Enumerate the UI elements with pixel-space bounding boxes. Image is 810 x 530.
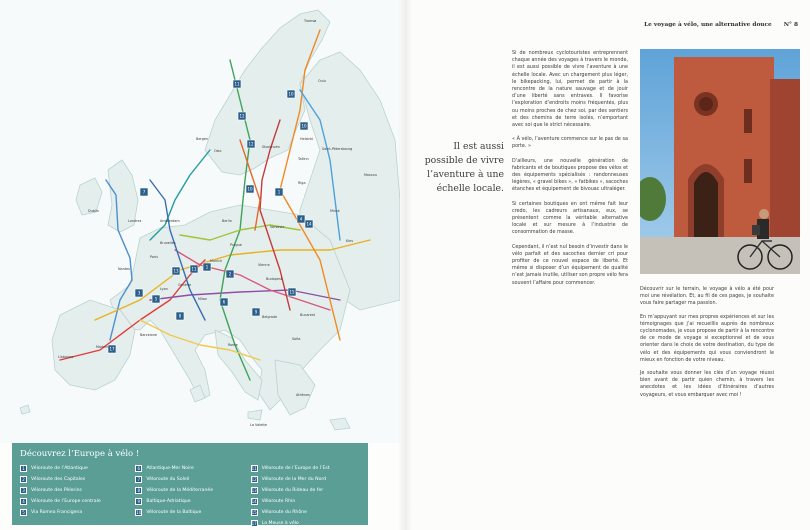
legend-number: 9 <box>135 498 142 505</box>
map-route-marker: 12 <box>248 141 254 147</box>
legend-number: 7 <box>135 476 142 483</box>
pull-quote-line: l’aventure à une <box>427 169 504 180</box>
legend-item <box>251 474 360 485</box>
legend-number: 4 <box>20 498 27 505</box>
legend-box <box>12 443 368 525</box>
paragraph: En m’appuyant sur mes propres expériences et sur les témoignages que j’ai recueillis auprès de nombreux cyclonomades, je vous propose de partir à la rencontre de ce mode de voyage si exceptionnel et de vous orienter dans le choix de votre destination, du type de vélo et des équipements qui vous conviendront le mieux en fonction de votre niveau. <box>640 313 774 363</box>
legend-label: La Meuse à vélo <box>261 521 299 526</box>
map-label: Rome <box>228 343 238 347</box>
legend-item <box>20 496 129 507</box>
map-label: Kiev <box>346 239 354 243</box>
paragraph: « À vélo, l’aventure commence sur le pas de sa porte. » <box>512 136 628 150</box>
map-label: Amsterdam <box>160 219 180 223</box>
map-route-marker: 10 <box>288 91 294 97</box>
running-head <box>588 22 798 28</box>
paragraph: Découvrir sur le terrain, le voyage à vélo a été pour moi une révélation. Et, au fil de ces pages, je souhaite vous faire partager ma passion. <box>640 286 774 307</box>
legend-item <box>135 507 244 518</box>
legend-number: 15 <box>251 510 257 515</box>
body-text-column-1 <box>512 50 628 294</box>
legend-label: Véloroute Rhin <box>261 499 296 504</box>
pull-quote <box>412 140 504 196</box>
legend-item <box>20 463 129 474</box>
map-label: Saint-Pétersbourg <box>322 147 353 151</box>
map-label: Tallinn <box>298 157 309 161</box>
map-label: Oulu <box>318 79 326 83</box>
church-cyclist-photo <box>640 49 800 274</box>
map-label: Dublin <box>88 209 99 213</box>
body-text-column-2 <box>640 286 774 405</box>
legend-title: Découvrez l’Europe à vélo ! <box>20 449 140 459</box>
legend-item <box>251 518 360 529</box>
map-route-marker: 11 <box>191 266 197 272</box>
legend-item <box>20 474 129 485</box>
map-label: Bucarest <box>300 313 315 317</box>
legend-item <box>251 496 360 507</box>
legend-label: Véloroute du Rhône <box>261 510 307 515</box>
map-label: Lisbonne <box>58 355 74 359</box>
pull-quote-line: échelle locale. <box>436 183 504 194</box>
map-route-marker: 1 <box>205 264 209 270</box>
map-label: Helsinki <box>300 137 314 141</box>
map-route-marker: 2 <box>228 271 232 277</box>
legend-label: Véloroute de l’Europe centrale <box>31 499 101 504</box>
map-label: Bruxelles <box>160 241 176 245</box>
legend-number: 5 <box>20 509 27 516</box>
legend-number: 12 <box>251 477 257 482</box>
legend-item <box>135 496 244 507</box>
legend-label: Véloroute du Rideau de fer <box>261 488 324 493</box>
legend-column-1 <box>20 463 129 529</box>
map-route-marker: 4 <box>299 216 303 222</box>
legend-label: Véloroute des Capitales <box>31 477 86 482</box>
map-label: Vienne <box>258 263 270 267</box>
running-head-title: Le voyage à vélo, une alternative douce <box>644 22 772 28</box>
map-route-marker: 15 <box>289 289 295 295</box>
map-label: Berlin <box>222 219 232 223</box>
map-label: Varsovie <box>270 225 285 229</box>
map-label: Londres <box>128 219 142 223</box>
legend-label: Véloroute de la Baltique <box>146 510 202 515</box>
map-route-marker: 8 <box>178 313 182 319</box>
book-gutter <box>398 0 412 530</box>
map-label: Genève <box>178 283 192 287</box>
legend-number: 10 <box>136 510 142 515</box>
map-route-marker: 13 <box>173 268 179 274</box>
paragraph: D’ailleurs, une nouvelle génération de fabricants et de boutiques propose des vélos et des équipements spécialisés : randonneuses légères, « gravel bikes », « fatbikes », sacoches étanches et équipement de bivouac ultraléger. <box>512 157 628 193</box>
legend-number: 2 <box>20 476 27 483</box>
europe-cycle-route-map <box>0 0 400 443</box>
legend-number: 14 <box>251 499 257 504</box>
map-label: Nantes <box>118 267 130 271</box>
map-label: Athènes <box>296 393 310 397</box>
map-route-marker: 6 <box>222 299 226 305</box>
map-label: Oslo <box>214 149 222 153</box>
map-route-marker: 5 <box>154 296 158 302</box>
map-route-marker: 1 <box>277 189 281 195</box>
map-label: Belgrade <box>262 315 278 319</box>
map-route-marker: 11 <box>234 81 240 87</box>
map-label: Budapest <box>266 277 283 281</box>
map-label: Lyon <box>160 287 168 291</box>
map-label: Prague <box>230 243 242 247</box>
legend-item <box>135 474 244 485</box>
paragraph: Je souhaite vous donner les clés d’un voyage réussi bien avant de partir quien chemin, à travers les anecdotes et les idées d’itinéraires d’autres voyageurs, et vous embarquer avec moi ! <box>640 370 774 398</box>
paragraph: Si de nombreux cyclotouristes entreprennent chaque année des voyages à travers le monde, il est aussi possible de vivre l’aventure à une échelle locale. Avec un chargement plus léger, le bikepacking, lui, permet de partir à la rencontre de la nature sauvage et de jouir d’une liberté sans entraves. Il favorise l’exploration d’endroits moins fréquentés, plus ou moins proches de chez soi, par des sentiers et des chemins de terre isolés, n’emportant avec soi que le strict nécessaire. <box>512 50 628 129</box>
legend-item <box>20 507 129 518</box>
pull-quote-line: Il est aussi <box>453 141 504 152</box>
legend-item <box>135 463 244 474</box>
legend-number: 11 <box>251 466 257 471</box>
map-label: Moscou <box>364 173 377 177</box>
legend-label: Véloroute du Soleil <box>146 477 190 482</box>
legend-number: 6 <box>135 465 142 472</box>
legend-label: Véloroute de la Mer du Nord <box>261 477 327 482</box>
map-label: Minsk <box>330 209 340 213</box>
legend-number: 3 <box>20 487 27 494</box>
map-label: Stockholm <box>262 145 280 149</box>
pull-quote-line: possible de vivre <box>424 155 504 166</box>
legend-number: 13 <box>251 488 257 493</box>
map-label: Madrid <box>96 345 108 349</box>
legend-label: Via Romea Francigena <box>31 510 83 515</box>
legend-label: Véloroute des Pèlerins <box>31 488 82 493</box>
map-label: Sofia <box>292 337 301 341</box>
map-route-marker: 10 <box>301 123 307 129</box>
legend-label: Véloroute de l’Europe de l’Est <box>261 466 330 471</box>
legend-label: Atlantique-Mer Noire <box>146 466 194 471</box>
map-label: Tromsø <box>304 19 317 23</box>
map-label: La Valette <box>250 423 267 427</box>
map-label: Paris <box>150 255 159 259</box>
map-label: Munich <box>210 259 223 263</box>
map-route-marker: 3 <box>137 290 141 296</box>
paragraph: Cependant, il n’est nul besoin d’investir dans le vélo parfait et des sacoches dernier cri pour profiter de ce nouvel espace de liberté. Et même si disposer d’un équipement de qualité n’est jamais inutile, utiliser son propre vélo fera souvent l’affaire pour commencer. <box>512 243 628 286</box>
legend-number: 1 <box>20 465 27 472</box>
page-number: N° 8 <box>783 22 798 28</box>
legend-item <box>20 485 129 496</box>
legend-item <box>251 463 360 474</box>
legend-item <box>135 485 244 496</box>
legend-item <box>251 485 360 496</box>
map-label: Milan <box>198 297 208 301</box>
map-label: Barcelone <box>140 333 157 337</box>
legend-label: Véloroute de la Méditerranée <box>146 488 214 493</box>
legend-number: 17 <box>251 521 257 526</box>
legend-number: 8 <box>135 487 142 494</box>
map-route-marker: 9 <box>254 309 258 315</box>
map-route-marker: 12 <box>239 113 245 119</box>
legend-label: Baltique-Adriatique <box>146 499 191 504</box>
map-label: Riga <box>298 181 306 185</box>
map-route-marker: 10 <box>247 186 253 192</box>
map-label: Bergen <box>196 137 209 141</box>
legend-column-3 <box>251 463 360 529</box>
legend-item <box>251 507 360 518</box>
legend-column-2 <box>135 463 244 529</box>
map-route-marker: 17 <box>109 346 115 352</box>
paragraph: Si certaines boutiques en ont même fait leur credo, les cadreurs artisanaux, eux, se présentent comme la véritable alternative locale et sur mesure à l’industrie de consommation de masse. <box>512 200 628 236</box>
map-route-marker: 7 <box>142 189 146 195</box>
legend-label: Véloroute de l’Atlantique <box>31 466 88 471</box>
map-route-marker: 14 <box>306 221 312 227</box>
